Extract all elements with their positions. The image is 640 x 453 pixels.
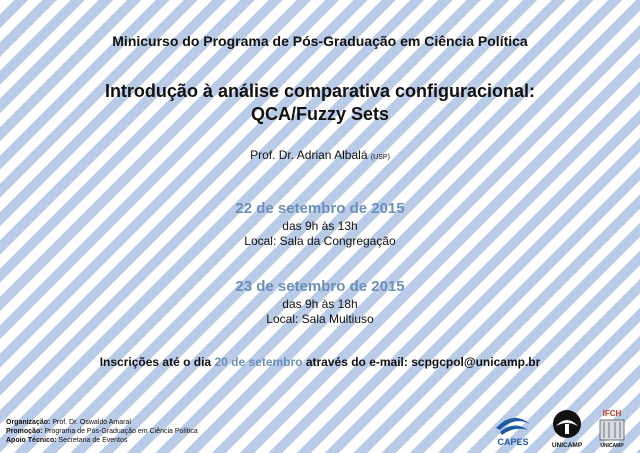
speaker-affiliation: (USP) bbox=[370, 154, 390, 161]
ifch-logo-text: IFCH bbox=[602, 409, 622, 418]
registration-prefix: Inscrições até o dia bbox=[99, 355, 212, 369]
ifch-logo bbox=[596, 408, 628, 450]
registration-deadline: 20 de setembro bbox=[214, 355, 303, 369]
program-subtitle: Minicurso do Programa de Pós-Graduação em Ciência Política bbox=[112, 33, 528, 49]
credit-support: Apoio Técnico: Secretaria de Eventos bbox=[6, 437, 128, 444]
unicamp-emblem-icon bbox=[553, 410, 581, 438]
session-2-place: Local: Sala Multiuso bbox=[266, 312, 374, 326]
session-1-date: 22 de setembro de 2015 bbox=[235, 200, 405, 217]
unicamp-logo-text: UNICAMP bbox=[551, 442, 583, 449]
credit-organization: Organização: Prof. Dr. Oswaldo Amaral bbox=[6, 419, 131, 426]
unicamp-logo bbox=[548, 408, 586, 450]
speaker-name: Prof. Dr. Adrian Albalá bbox=[250, 148, 368, 162]
capes-logo bbox=[488, 408, 538, 448]
course-title-line2: QCA/Fuzzy Sets bbox=[250, 104, 390, 124]
credit-promotion: Promoção: Programa de Pós-Graduação em Ciência Política bbox=[6, 428, 198, 435]
speaker bbox=[0, 148, 640, 162]
credits-footer bbox=[6, 418, 198, 445]
course-title-line1: Introdução à análise comparativa configuracional: bbox=[104, 81, 536, 101]
registration-suffix: através do e-mail: scpgcpol@unicamp.br bbox=[305, 355, 541, 369]
ifch-logo-subtext: UNICAMP bbox=[600, 443, 624, 449]
capes-swoosh-icon bbox=[496, 418, 530, 435]
capes-logo-text: CAPES bbox=[497, 437, 529, 447]
session-2-date: 23 de setembro de 2015 bbox=[235, 278, 405, 295]
registration-info bbox=[0, 355, 640, 369]
ifch-building-icon bbox=[600, 420, 624, 440]
course-title bbox=[0, 80, 640, 126]
session-1-place: Local: Sala da Congregação bbox=[244, 234, 396, 248]
session-1-time: das 9h às 13h bbox=[282, 219, 358, 233]
session-2-time: das 9h às 18h bbox=[282, 297, 358, 311]
